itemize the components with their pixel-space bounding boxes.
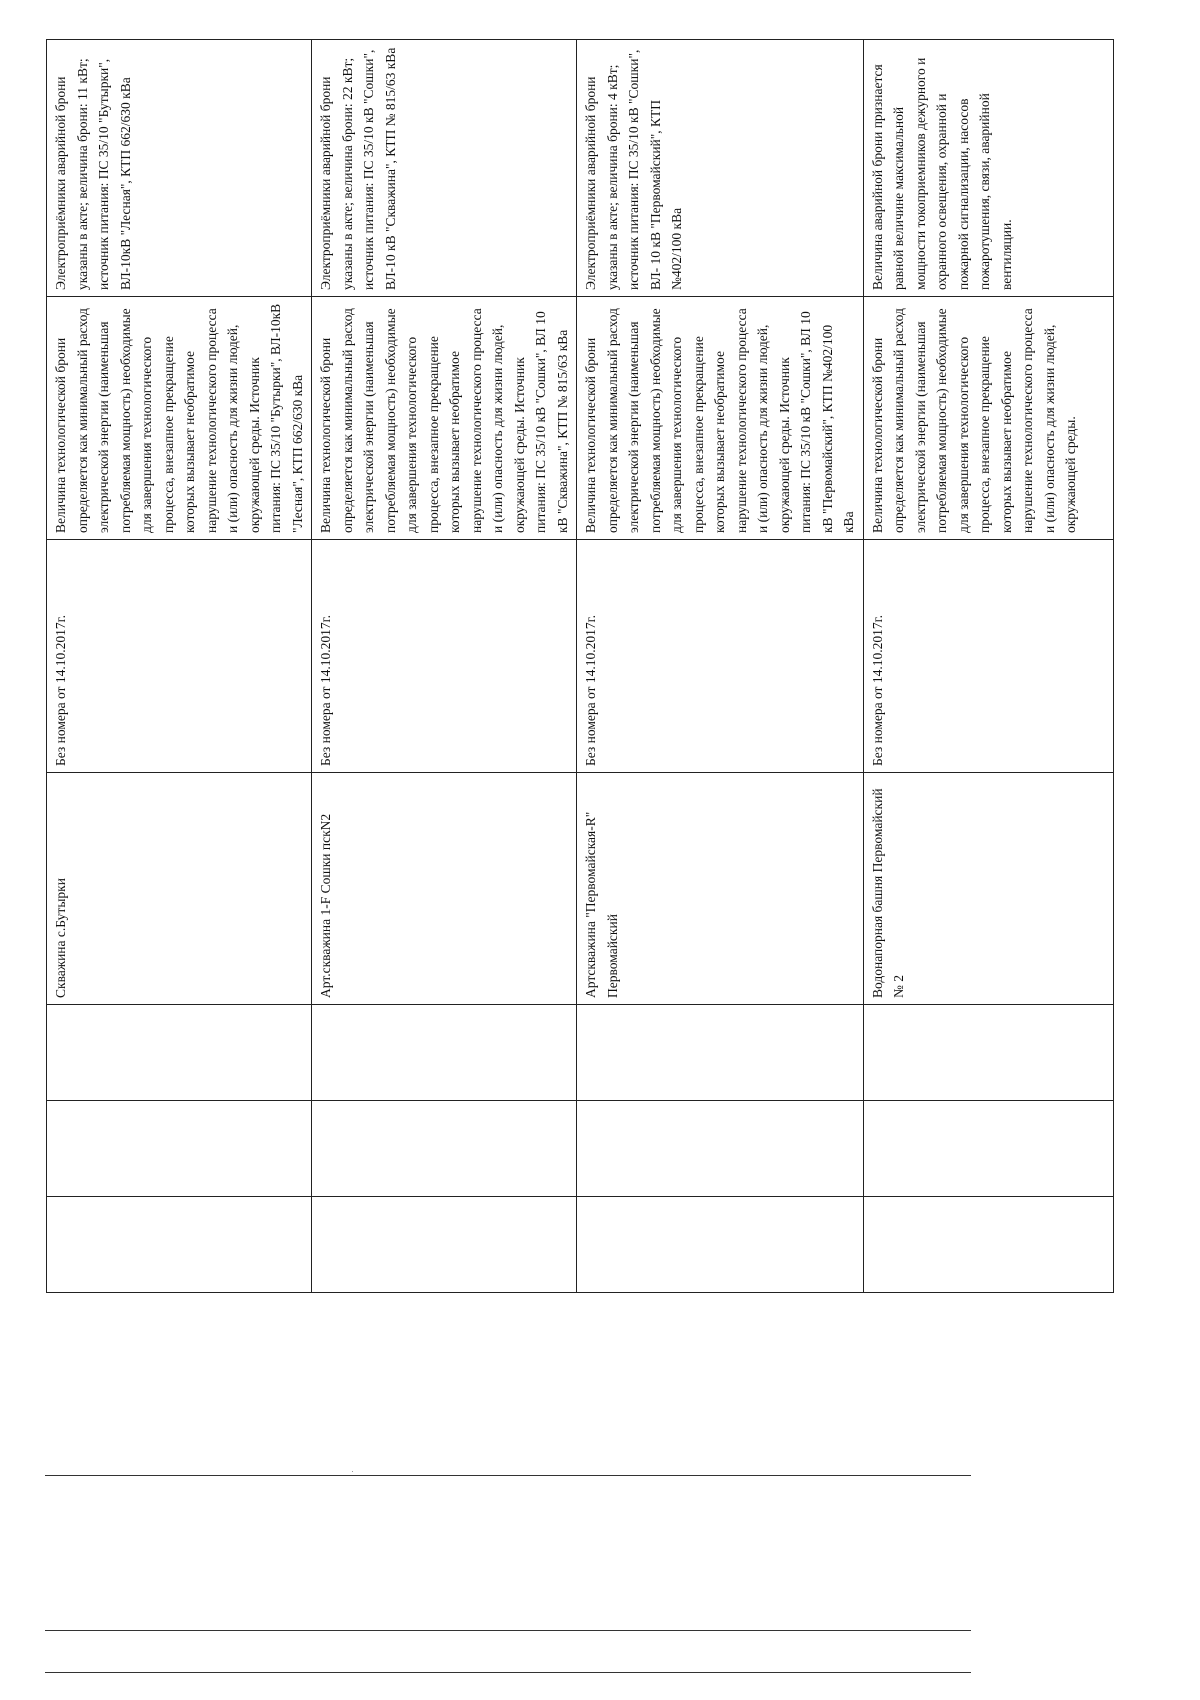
technological-reserve-cell: Величина технологической брони определяется как минимальный расход электрической энергии (наименьшая потребляемая мощность) необходимые для завершения технологического процесса, внезапное прекращение которых вызывает необратимое нарушение технологического процесса и (или) опасность для жизни людей, окружающей среды. [863,297,1113,540]
table-row [312,40,577,1293]
blank-cell [312,1101,577,1197]
blank-cell [863,1005,1113,1101]
blank-cell [863,1197,1113,1293]
emergency-reserve-cell: Электроприёмники аварийной брони указаны в акте; величина брони: 4 кВт; источник питания: ПС 35/10 кВ "Сошки", ВЛ- 10 кВ "Первомайский", КТП №402/100 кВа [577,40,864,297]
scan-speck [352,1471,353,1472]
object-name-cell: Водонапорная башня Первомайский № 2 [863,773,1113,1005]
object-name-cell: Арт.скважина 1-F Сошки пскN2 [312,773,577,1005]
act-reference-cell: Без номера от 14.10.2017г. [577,540,864,773]
page-rule-line [45,1475,971,1476]
page-rule-line [45,1672,971,1673]
blank-cell [312,1005,577,1101]
blank-cell [47,1101,312,1197]
table-row [47,40,312,1293]
blank-cell [47,1005,312,1101]
act-reference-cell: Без номера от 14.10.2017г. [312,540,577,773]
technological-reserve-cell: Величина технологической брони определяется как минимальный расход электрической энергии (наименьшая потребляемая мощность) необходимые для завершения технологического процесса, внезапное прекращение которых вызывает необратимое нарушение технологического процесса и (или) опасность для жизни людей, окружающей среды. Источник питания: ПС 35/10 кВ "Сошки", ВЛ 10 кВ "Первомайский", КТП №402/100 кВа [577,297,864,540]
act-reference-cell: Без номера от 14.10.2017г. [47,540,312,773]
table-row [863,40,1113,1293]
blank-cell [577,1005,864,1101]
emergency-reserve-cell: Электроприёмники аварийной брони указаны в акте; величина брони: 11 кВт; источник питания: ПС 35/10 "Бутырки", ВЛ-10кВ "Лесная", КТП 662/630 кВа [47,40,312,297]
blank-cell [47,1197,312,1293]
act-reference-cell: Без номера от 14.10.2017г. [863,540,1113,773]
blank-cell [312,1197,577,1293]
blank-cell [577,1197,864,1293]
object-name-cell: Артскважина "Первомайская-R" Первомайский [577,773,864,1005]
reservation-table [46,39,1114,1293]
blank-cell [863,1101,1113,1197]
technological-reserve-cell: Величина технологической брони определяется как минимальный расход электрической энергии (наименьшая потребляемая мощность) необходимые для завершения технологического процесса, внезапное прекращение которых вызывает необратимое нарушение технологического процесса и (или) опасность для жизни людей, окружающей среды. Источник питания: ПС 35/10 кВ "Сошки", ВЛ 10 кВ "Скважина", КТП № 815/63 кВа [312,297,577,540]
blank-cell [577,1101,864,1197]
emergency-reserve-cell: Величина аварийной брони признается равной величине максимальной мощности токоприемников дежурного и охранного освещения, охранной и пожарной сигнализации, насосов пожаротушения, связи, аварийной вентиляции. [863,40,1113,297]
table-row [577,40,864,1293]
page-rule-line [45,1630,971,1631]
emergency-reserve-cell: Электроприёмники аварийной брони указаны в акте; величина брони: 22 кВт; источник питания: ПС 35/10 кВ "Сошки", ВЛ-10 кВ "Скважина", КТП № 815/63 кВа [312,40,577,297]
technological-reserve-cell: Величина технологической брони определяется как минимальный расход электрической энергии (наименьшая потребляемая мощность) необходимые для завершения технологического процесса, внезапное прекращение которых вызывает необратимое нарушение технологического процесса и (или) опасность для жизни людей, окружающей среды. Источник питания: ПС 35/10 "Бутырки", ВЛ-10кВ "Лесная", КТП 662/630 кВа [47,297,312,540]
object-name-cell: Скважина с.Бутырки [47,773,312,1005]
